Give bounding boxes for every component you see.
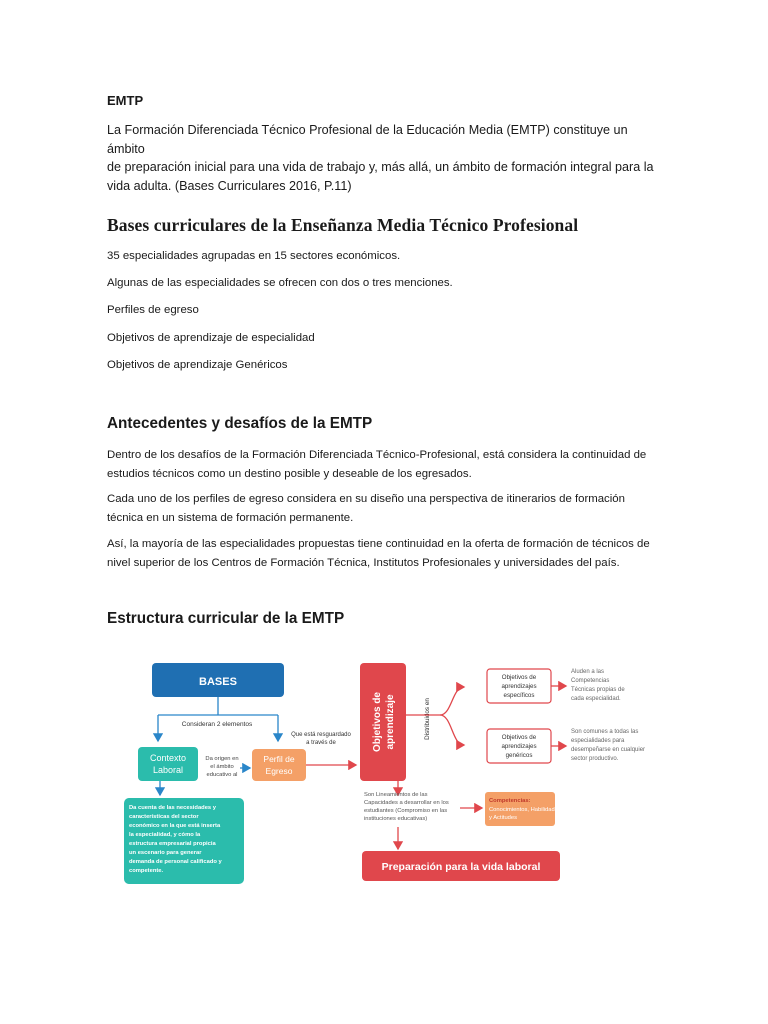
da-cuenta-line: un escenario para generar	[129, 850, 202, 856]
competencias-line: y Actitudes	[489, 815, 518, 821]
antecedentes-line: Así, la mayoría de las especialidades propuestas tiene continuidad en la oferta de formación de técnicos de	[107, 538, 650, 550]
antecedentes-paragraph	[107, 535, 667, 572]
aluden-line: Competencias	[571, 678, 610, 684]
da-cuenta-line: económico en la que está inserta	[129, 823, 221, 829]
antecedentes-line: Cada uno de los perfiles de egreso considera en su diseño una perspectiva de itinerarios de formación	[107, 493, 625, 505]
antecedentes-paragraph	[107, 446, 667, 483]
obj-genericos-line: Objetivos de	[501, 734, 537, 741]
consideran-label: Consideran 2 elementos	[181, 721, 253, 728]
da-cuenta-line: competente.	[129, 868, 164, 874]
lineamientos-line: Capacidades a desarrollar en los	[364, 800, 449, 806]
lineamientos-line: estudiantes (Compromiso en las	[364, 808, 448, 814]
antecedentes-line: Dentro de los desafíos de la Formación Diferenciada Técnico-Profesional, está considera la continuidad de	[107, 449, 647, 461]
comunes-line: desempeñarse en cualquier	[571, 747, 646, 753]
competencias-title: Competencias:	[489, 798, 531, 804]
curriculum-diagram	[0, 645, 768, 905]
obj-especificos-line: aprendizajes	[501, 683, 537, 690]
lineamientos-line: instituciones educativas)	[364, 816, 428, 822]
aluden-line: Técnicas propias de	[571, 687, 625, 693]
resguardado-line: a través de	[306, 740, 336, 746]
obj-genericos-line: genéricos	[505, 752, 533, 759]
objetivos-box	[360, 663, 406, 781]
antecedentes-line: técnica en un sistema de formación permanente.	[107, 511, 354, 524]
bases-item: 35 especialidades agrupadas en 15 sectores económicos.	[107, 250, 401, 262]
lineamientos-line: Son Lineamientos de las	[364, 792, 428, 798]
antecedentes-heading: Antecedentes y desafíos de la EMTP	[107, 415, 373, 432]
emtp-heading: EMTP	[107, 93, 144, 108]
comunes-line: Son comunes a todas las	[571, 729, 639, 735]
obj-genericos-line: aprendizajes	[501, 743, 537, 750]
antecedentes-line: nivel superior de los Centros de Formación Técnica, Institutos Profesionales y universidades del país.	[107, 556, 620, 569]
comunes-line: especialidades para	[571, 738, 625, 744]
emtp-paragraph	[107, 121, 667, 195]
objetivos-line: aprendizaje	[385, 694, 396, 750]
da-cuenta-line: demanda de personal calificado y	[129, 859, 222, 865]
obj-especificos-line: Objetivos de	[501, 674, 537, 681]
bases-item: Perfiles de egreso	[107, 304, 199, 316]
comunes-line: sector productivo.	[571, 756, 619, 762]
da-cuenta-line: la especialidad, y cómo la	[129, 832, 201, 838]
da-origen-line: Da origen en	[205, 756, 239, 762]
bases-heading: Bases curriculares de la Enseñanza Media Técnico Profesional	[107, 215, 579, 235]
obj-especificos-line: específicos	[503, 692, 535, 699]
emtp-line: de preparación inicial para una vida de trabajo y, más allá, un ámbito de formación integral para la	[107, 160, 654, 174]
emtp-line: La Formación Diferenciada Técnico Profesional de la Educación Media (EMTP) constituye un ámbito	[107, 123, 628, 156]
distribuidos-label: Distribuidos en	[424, 698, 431, 740]
emtp-line: vida adulta. (Bases Curriculares 2016, P.11)	[107, 178, 352, 193]
resguardado-line: Que está resguardado	[291, 732, 351, 738]
da-cuenta-line: Da cuenta de las necesidades y	[129, 805, 216, 811]
antecedentes-paragraph	[107, 490, 667, 527]
perfil-line: Egreso	[265, 766, 293, 776]
aluden-line: Aluden a las	[571, 669, 605, 675]
preparacion-label: Preparación para la vida laboral	[381, 861, 541, 873]
contexto-line: Contexto	[149, 753, 187, 763]
contexto-line: Laboral	[152, 765, 184, 775]
aluden-line: cada especialidad.	[571, 696, 621, 702]
estructura-heading: Estructura curricular de la EMTP	[107, 610, 345, 627]
perfil-line: Perfil de	[263, 754, 295, 764]
da-cuenta-line: estructura empresarial propicia	[129, 841, 216, 847]
bases-item: Objetivos de aprendizaje de especialidad	[107, 332, 315, 344]
bases-item: Objetivos de aprendizaje Genéricos	[107, 359, 288, 371]
bases-label: BASES	[199, 676, 237, 688]
da-origen-line: educativo al	[206, 772, 238, 778]
da-cuenta-line: características del sector	[129, 814, 199, 820]
da-origen-line: el ámbito	[210, 764, 234, 770]
objetivos-line: Objetivos de	[372, 691, 383, 753]
competencias-line: Conocimientos, Habilidades	[489, 807, 561, 813]
antecedentes-line: estudios técnicos como un destino posible y deseable de los egresados.	[107, 467, 472, 480]
bases-item: Algunas de las especialidades se ofrecen con dos o tres menciones.	[107, 277, 453, 289]
